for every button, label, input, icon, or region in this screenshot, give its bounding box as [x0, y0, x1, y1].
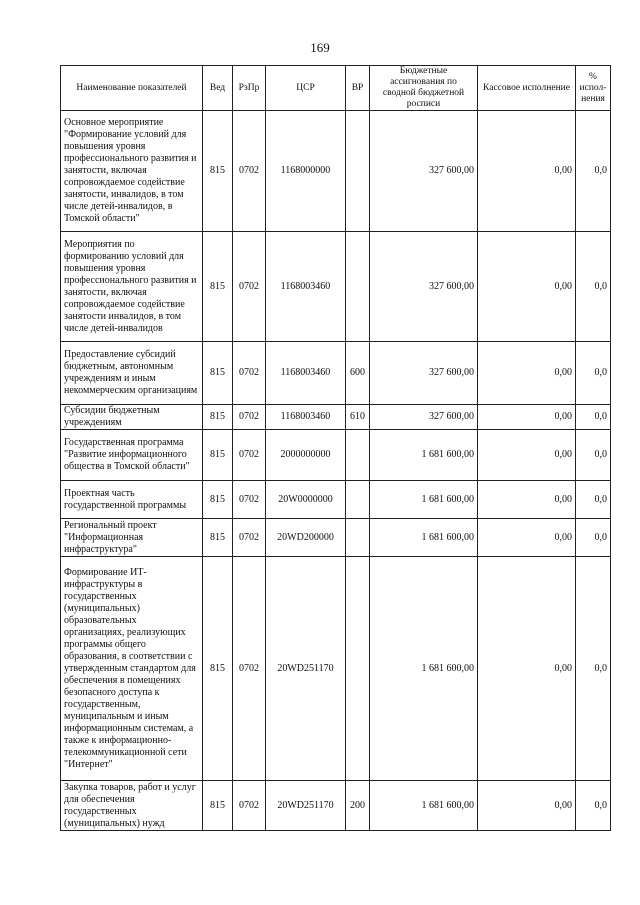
row-execution: 0,00: [478, 519, 576, 557]
row-vr: 600: [346, 342, 370, 405]
table-row: [61, 557, 611, 781]
row-name: Мероприятия по формированию условий для повышения уровня профессионального развития и занятости, включая сопровождаемое содействие занятости инвалидов, в том числе детей-инвалидов: [61, 232, 203, 342]
row-name: Проектная часть государственной программы: [61, 481, 203, 519]
row-ved: 815: [203, 557, 233, 781]
row-percent: 0,0: [576, 232, 611, 342]
table-row: [61, 342, 611, 405]
row-rzpr: 0702: [233, 405, 266, 430]
row-percent: 0,0: [576, 481, 611, 519]
row-percent: 0,0: [576, 405, 611, 430]
row-rzpr: 0702: [233, 430, 266, 481]
row-csr: 1168003460: [266, 405, 346, 430]
table-row: [61, 481, 611, 519]
row-ved: 815: [203, 781, 233, 831]
row-allocations: 1 681 600,00: [370, 557, 478, 781]
row-ved: 815: [203, 481, 233, 519]
row-csr: 2000000000: [266, 430, 346, 481]
header-ved: Вед: [203, 66, 233, 111]
row-percent: 0,0: [576, 430, 611, 481]
row-execution: 0,00: [478, 405, 576, 430]
table-row: [61, 781, 611, 831]
row-csr: 1168000000: [266, 111, 346, 232]
row-rzpr: 0702: [233, 557, 266, 781]
page-number: 169: [310, 40, 330, 55]
row-vr: [346, 232, 370, 342]
row-ved: 815: [203, 519, 233, 557]
row-execution: 0,00: [478, 430, 576, 481]
table-row: [61, 111, 611, 232]
budget-table: [60, 65, 611, 831]
row-name: Предоставление субсидий бюджетным, автономным учреждениям и иным некоммерческим организациям: [61, 342, 203, 405]
row-percent: 0,0: [576, 111, 611, 232]
table-row: [61, 519, 611, 557]
row-rzpr: 0702: [233, 519, 266, 557]
row-ved: 815: [203, 405, 233, 430]
row-allocations: 1 681 600,00: [370, 481, 478, 519]
row-name: Государственная программа "Развитие информационного общества в Томской области": [61, 430, 203, 481]
row-rzpr: 0702: [233, 781, 266, 831]
header-name: Наименование показателей: [61, 66, 203, 111]
row-vr: [346, 111, 370, 232]
row-csr: 20W0000000: [266, 481, 346, 519]
row-rzpr: 0702: [233, 342, 266, 405]
row-execution: 0,00: [478, 557, 576, 781]
header-csr: ЦСР: [266, 66, 346, 111]
header-allocations: Бюджетные ассигнования по сводной бюджетной росписи: [370, 66, 478, 111]
row-vr: [346, 481, 370, 519]
row-csr: 20WD200000: [266, 519, 346, 557]
row-name: Региональный проект "Информационная инфраструктура": [61, 519, 203, 557]
row-allocations: 327 600,00: [370, 342, 478, 405]
row-name: Формирование ИТ-инфраструктуры в государственных (муниципальных) образовательных организациях, реализующих программы общего образования, в соответствии с утвержденным стандартом для обеспечения в помещениях безопасного доступа к государственным, муниципальным и иным информационным системам, а также к информационно-телекоммуникационной сети "Интернет": [61, 557, 203, 781]
row-allocations: 1 681 600,00: [370, 430, 478, 481]
table-row: [61, 405, 611, 430]
row-vr: [346, 557, 370, 781]
row-vr: 610: [346, 405, 370, 430]
table-row: [61, 430, 611, 481]
row-allocations: 1 681 600,00: [370, 519, 478, 557]
row-vr: [346, 519, 370, 557]
row-allocations: 327 600,00: [370, 232, 478, 342]
row-ved: 815: [203, 342, 233, 405]
row-vr: 200: [346, 781, 370, 831]
row-rzpr: 0702: [233, 232, 266, 342]
table-header-row: [61, 66, 611, 111]
row-allocations: 327 600,00: [370, 405, 478, 430]
row-rzpr: 0702: [233, 481, 266, 519]
row-percent: 0,0: [576, 342, 611, 405]
row-name: Закупка товаров, работ и услуг для обеспечения государственных (муниципальных) нужд: [61, 781, 203, 831]
row-execution: 0,00: [478, 342, 576, 405]
header-execution: Кассовое исполнение: [478, 66, 576, 111]
row-csr: 20WD251170: [266, 781, 346, 831]
row-csr: 1168003460: [266, 232, 346, 342]
row-ved: 815: [203, 232, 233, 342]
header-vr: ВР: [346, 66, 370, 111]
header-rzpr: РзПр: [233, 66, 266, 111]
row-allocations: 1 681 600,00: [370, 781, 478, 831]
row-name: Основное мероприятие "Формирование условий для повышения уровня профессионального развития и занятости, включая сопровождаемое содействие занятости, инвалидов, в том числе детей-инвалидов, в Томской области": [61, 111, 203, 232]
row-name: Субсидии бюджетным учреждениям: [61, 405, 203, 430]
row-ved: 815: [203, 430, 233, 481]
row-percent: 0,0: [576, 519, 611, 557]
row-execution: 0,00: [478, 781, 576, 831]
row-execution: 0,00: [478, 232, 576, 342]
row-allocations: 327 600,00: [370, 111, 478, 232]
row-csr: 20WD251170: [266, 557, 346, 781]
row-ved: 815: [203, 111, 233, 232]
table-row: [61, 232, 611, 342]
row-percent: 0,0: [576, 557, 611, 781]
row-execution: 0,00: [478, 481, 576, 519]
row-percent: 0,0: [576, 781, 611, 831]
row-csr: 1168003460: [266, 342, 346, 405]
row-vr: [346, 430, 370, 481]
row-rzpr: 0702: [233, 111, 266, 232]
row-execution: 0,00: [478, 111, 576, 232]
header-percent: % испол-нения: [576, 66, 611, 111]
